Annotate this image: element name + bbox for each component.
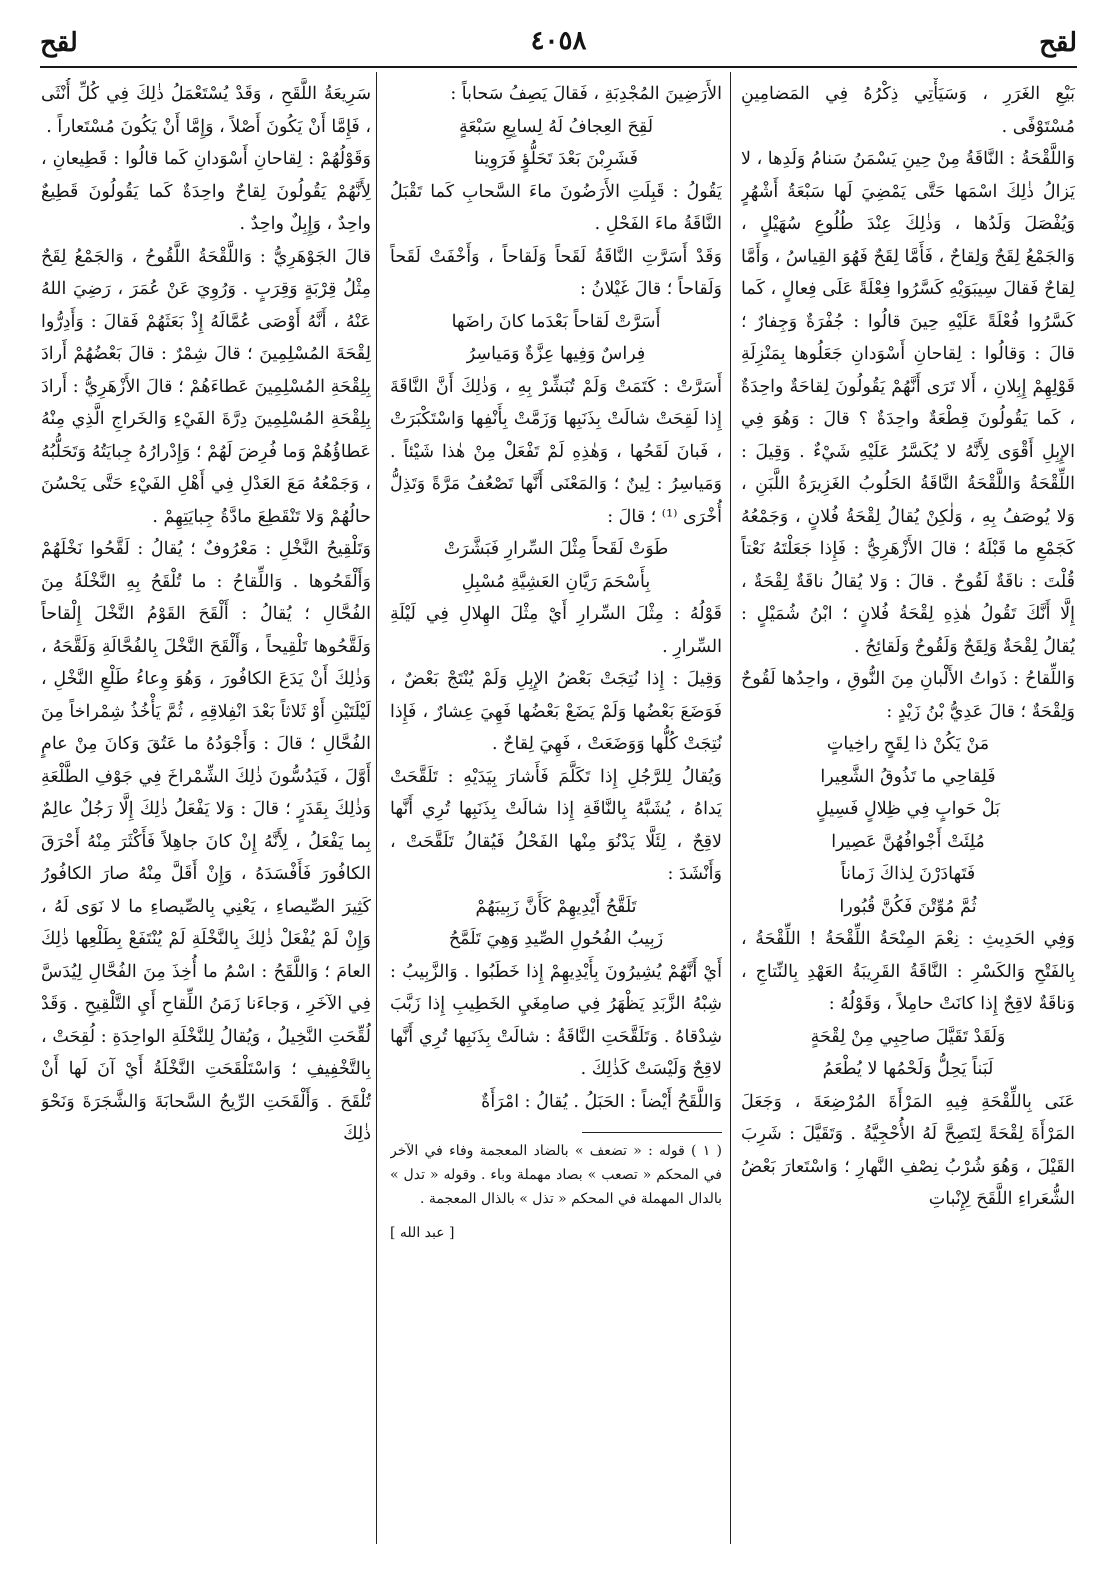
footnote-signature: [ عبد الله ] bbox=[390, 1225, 455, 1241]
paragraph: أَيْ أَنَّهُمْ يُشِيرُونَ بِأَيْدِيهِمْ إِذا خَطَبُوا . وَالزَّبِيبُ : شِبْهُ الزَّبَدِ يَظْهَرُ فِي صامِغَيِ الخَطِيبِ إِذا زَبَّبَ شِدْقاهُ . وَتَلَقَّحَتِ النَّاقَةُ : شالَتْ بِذَنَبِها تُرِي أَنَّها لاقِحٌ وَلَيْسَتْ كَذٰلِكَ . bbox=[390, 961, 722, 1079]
paragraph: يَقُولُ : قَبِلَتِ الأَرَضُونَ ماءَ السَّحابِ كَما تَقْبَلُ النَّاقَةُ ماءَ الفَحْلِ . bbox=[390, 181, 722, 234]
paragraph: الأَرَضِينَ المُجْدِبَةِ ، فَقالَ يَصِفُ سَحاباً : bbox=[450, 84, 722, 104]
column-divider bbox=[730, 72, 731, 1544]
verse-line: لَبَناً يَحِلُّ وَلَحْمُها لا يُطْعَمُ bbox=[822, 1059, 994, 1079]
text-column-left bbox=[41, 78, 371, 1548]
verse-line: بِأَسْحَمَ رَيَّانِ العَشِيَّةِ مُسْبِلِ bbox=[461, 571, 651, 592]
paragraph: وَقَدْ أَسَرَّتِ النَّاقَةُ لَقَحاً وَلَقاحاً ، وَأَخْفَتْ لَقَحاً وَلَقاحاً ؛ قالَ غَيْلانُ : bbox=[390, 246, 722, 299]
paragraph: وَاللَّقَحُ أَيْضاً : الحَبَلُ . يُقالُ : امْرَأَةٌ bbox=[481, 1091, 722, 1112]
paragraph: قالَ الجَوْهَرِيُّ : وَاللَّقْحَةُ اللَّقُوحُ ، وَالجَمْعُ لِقَحٌ مِثْلُ قِرْبَةٍ وَقِرَبٍ . وَرُوِيَ عَنْ عُمَرَ ، رَضِيَ اللهُ عَنْهُ ، أَنَّهُ أَوْصَى عُمَّالَهُ إِذْ بَعَثَهُمْ فَقالَ : وَأَدِرُّوا لِقْحَةَ المُسْلِمِينَ ؛ قالَ شِمْرٌ : قالَ بَعْضُهُمْ أَرادَ بِلِقْحَةِ المُسْلِمِينَ عَطاءَهُمْ ؛ قالَ الأَزْهَرِيُّ : أَرادَ بِلِقْحَةِ المُسْلِمِينَ دِرَّةَ الفَيْءِ وَالخَراجِ الَّذِي مِنْهُ عَطاؤُهُمْ وَما فُرِضَ لَهُمْ ؛ وَإِدْرارُهُ جِبايَتُهُ وَتَحَلُّبُهُ ، وَجَمْعُهُ مَعَ العَدْلِ فِي أَهْلِ الفَيْءِ حَتَّى يَحْسُنَ حالُهُمْ وَلا تَنْقَطِعَ مادَّةُ جِبايَتِهِمْ . bbox=[41, 246, 371, 527]
verse-line: فَشَرِبْنَ بَعْدَ تَحَلُّؤٍ فَرَوِينا bbox=[474, 149, 638, 169]
paragraph: بَيْعِ الغَرَرِ ، وَسَيَأْتِي ذِكْرُهُ فِي المَضامِينِ مُسْتَوْفًى . bbox=[741, 84, 1075, 137]
paragraph: سَرِيعَةُ اللَّقَحِ ، وَقَدْ يُسْتَعْمَلُ ذٰلِكَ فِي كُلِّ أُنْثَى ، فَإِمَّا أَنْ يَكُونَ أَصْلاً ، وَإِمَّا أَنْ يَكُونَ مُسْتَعاراً . bbox=[41, 84, 371, 137]
paragraph: أَسَرَّتْ : كَتَمَتْ وَلَمْ تُبَشِّرْ بِهِ ، وَذٰلِكَ أَنَّ النَّاقَةَ إِذا لَقِحَتْ شالَتْ بِذَنَبِها وَزَمَّتْ بِأَنْفِها وَاسْتَكْبَرَتْ ، فَبانَ لَقَحُها ، وَهٰذِهِ لَمْ تَفْعَلْ مِنْ هٰذا شَيْئاً . وَمَياسِرُ : لِينٌ ؛ وَالمَعْنَى أَنَّها تَصْعُفُ مَرَّةً وَتَذِلُّ أُخْرَى ⁽¹⁾ ؛ قالَ : bbox=[390, 376, 722, 527]
verse-line: مُلِئَتْ أَجْوافُهُنَّ عَصِيرا bbox=[831, 831, 985, 852]
verse-line: فَلِقاحِي ما تَذُوقُ الشَّعِيرا bbox=[820, 766, 996, 787]
headword-left: لقح bbox=[40, 28, 78, 58]
paragraph: وَيُقالُ لِلرَّجُلِ إِذا تَكَلَّمَ فَأَشارَ بِيَدَيْهِ : تَلَقَّحَتْ يَداهُ ، يُشَبَّهُ بِالنَّاقَةِ إِذا شالَتْ بِذَنَبِها تُرِي أَنَّها لاقِحٌ ، لِئَلَّا يَدْنُوَ مِنْها الفَحْلُ فَيُقالُ تَلَقَّحَتْ ، وَأَنْشَدَ : bbox=[390, 766, 722, 884]
paragraph: قَوْلُهُ : مِثْلَ السِّرارِ أَيْ مِثْلَ الهِلالِ فِي لَيْلَةِ السِّرارِ . bbox=[390, 604, 722, 657]
verse-line: فَتَهادَرْنَ لِذاكَ زَماناً bbox=[840, 864, 976, 884]
verse-line: تَلَقَّحُ أَيْدِيهِمْ كَأَنَّ زَبِيبَهُمْ bbox=[475, 896, 637, 917]
text-column-right bbox=[741, 78, 1075, 1548]
paragraph: وَقَوْلُهُمْ : لِقاحانِ أَسْوَدانِ كَما قالُوا : قَطِيعانِ ، لِأَنَّهُمْ يَقُولُونَ لِقاحٌ واحِدَةٌ كَما يَقُولُونَ قَطِيعٌ واحِدٌ ، وَإِبِلٌ واحِدٌ . bbox=[41, 149, 371, 234]
paragraph: وَقِيلَ : إِذا نُتِجَتْ بَعْضُ الإِبِلِ وَلَمْ يُنْتَجْ بَعْضٌ ، فَوَضَعَ بَعْضُها وَلَمْ يَضَعْ بَعْضُها فَهِيَ عِشارٌ ، فَإِذا نُتِجَتْ كُلُّها وَوَضَعَتْ ، فَهِيَ لِقاحٌ . bbox=[390, 669, 722, 754]
paragraph: وَاللِّقاحُ : ذَواتُ الأَلْبانِ مِنَ النُّوقِ ، واحِدُها لَقُوحٌ وَلِقْحَةٌ ؛ قالَ عَدِيُّ بْنُ زَيْدٍ : bbox=[741, 669, 1075, 722]
paragraph: وَاللَّقْحَةُ : النَّاقَةُ مِنْ حِينِ يَسْمَنُ سَنامُ وَلَدِها ، لا يَزالُ ذٰلِكَ اسْمَها حَتَّى يَمْضِيَ لَها سَبْعَةُ أَشْهُرٍ وَيُفْصَلَ وَلَدُها ، وَذٰلِكَ عِنْدَ طُلُوعِ سُهَيْلٍ ، وَالجَمْعُ لِقَحٌ وَلِقاحٌ ، فَأَمَّا لِقَحٌ فَهُوَ القِياسُ ، وَأَمَّا لِقاحٌ فَقالَ سِيبَوَيْهِ كَسَّرُوا فِعْلَةً عَلَى فِعالٍ ، كَما كَسَّرُوا فُعْلَةً عَلَيْهِ حِينَ قالُوا : جُفْرَةٌ وَجِفارٌ ؛ قالَ : وَقالُوا : لِقاحانِ أَسْوَدانِ جَعَلُوها بِمَنْزِلَةِ قَوْلِهِمْ إِبِلانِ ، أَلا تَرَى أَنَّهُمْ يَقُولُونَ لِقاحَةٌ واحِدَةٌ ، كَما يَقُولُونَ قِطْعَةٌ واحِدَةٌ ؟ قالَ : وَهُوَ فِي الإِبِلِ أَقْوَى لِأَنَّهُ لا يُكَسَّرُ عَلَيْهِ شَيْءٌ . وَقِيلَ : اللِّقْحَةُ وَاللَّقْحَةُ النَّاقَةُ الحَلُوبُ الغَزِيرَةُ اللَّبَنِ ، وَلا يُوصَفُ بِهِ ، وَلٰكِنْ يُقالُ لِقْحَةُ فُلانٍ ، وَجَمْعُهُ كَجَمْعِ ما قَبْلَهُ ؛ قالَ الأَزْهَرِيُّ : فَإِذا جَعَلْتَهُ نَعْتاً قُلْتَ : ناقَةٌ لَقُوحٌ . قالَ : وَلا يُقالُ ناقَةٌ لِقْحَةٌ ، إِلَّا أَنَّكَ تَقُولُ هٰذِهِ لِقْحَةُ فُلانٍ ؛ ابْنُ شُمَيْلٍ : يُقالُ لِقْحَةٌ وَلِقَحٌ وَلَقُوحٌ وَلَقائِحُ . bbox=[741, 149, 1075, 657]
verse-line: مَنْ يَكُنْ ذا لِقَحٍ راخِياتٍ bbox=[826, 734, 990, 754]
verse-line: أَسَرَّتْ لَقاحاً بَعْدَما كانَ راضَها bbox=[451, 311, 661, 332]
column-divider bbox=[376, 72, 377, 1544]
verse-line: فِراسٌ وَفِيها عِزَّةٌ وَمَياسِرُ bbox=[466, 344, 646, 364]
text-column-middle bbox=[390, 78, 722, 1548]
headword-right: لقح bbox=[1039, 28, 1077, 58]
paragraph: وَفِي الحَدِيثِ : نِعْمَ المِنْحَةُ اللِّقْحَةُ ! اللِّقْحَةُ ، بِالفَتْحِ وَالكَسْرِ : النَّاقَةُ القَرِيبَةُ العَهْدِ بِالنِّتاجِ ، وَناقَةٌ لاقِحٌ إِذا كانَتْ حامِلاً ، وَقَوْلُهُ : bbox=[741, 929, 1075, 1014]
verse-line: لَقِحَ العِجافُ لَهُ لِسابِعِ سَبْعَةٍ bbox=[458, 116, 654, 137]
verse-line: وَلَقَدْ تَقَيَّلَ صاحِبِي مِنْ لِقْحَةٍ bbox=[810, 1026, 1006, 1047]
page-number: ٤٠٥٨ bbox=[530, 26, 587, 56]
verse-line: طَوَتْ لَقَحاً مِثْلَ السِّرارِ فَبَشَّرَتْ bbox=[443, 539, 669, 559]
verse-line: زَبِيبُ الفُحُولِ الصِّيدِ وَهِيَ تَلَمَّحُ bbox=[448, 929, 664, 949]
header-rule bbox=[40, 66, 1077, 68]
verse-line: ثُمَّ مُوِّتْنَ فَكُنَّ قُبُورا bbox=[839, 896, 977, 917]
page-header bbox=[40, 22, 1077, 72]
paragraph: عَنَى بِاللِّقْحَةِ فِيهِ المَرْأَةَ المُرْضِعَةَ ، وَجَعَلَ المَرْأَةَ لِقْحَةً لِتَصِحَّ لَهُ الأُحْجِيَّةُ . وَتَقَيَّلَ : شَرِبَ القَيْلَ ، وَهُوَ شُرْبُ نِصْفِ النَّهارِ ؛ وَاسْتَعارَ بَعْضُ الشُّعَراءِ اللَّقَحَ لِإِنْباتِ bbox=[741, 1091, 1075, 1209]
footnote: ( ١ ) قوله : « تضعف » بالضاد المعجمة وفاء في الآخر في المحكم « تصعب » بصاد مهملة وباء . وقوله « تدل » بالدال المهملة في المحكم « تذل » بالذال المعجمة . bbox=[390, 1143, 722, 1207]
paragraph: وَتَلْقِيحُ النَّخْلِ : مَعْرُوفٌ ؛ يُقالُ : لَقَّحُوا نَخْلَهُمْ وَأَلْقَحُوها . وَاللِّقاحُ : ما تُلْقَحُ بِهِ النَّخْلَةُ مِنَ الفُحَّالِ ؛ يُقالُ : أَلْقَحَ القَوْمُ النَّخْلَ إِلْقاحاً وَلَقَّحُوها تَلْقِيحاً ، وَأَلْقَحَ النَّخْلَ بِالفُحَّالَةِ وَلَقَّحَهُ ، وَذٰلِكَ أَنْ يَدَعَ الكافُورَ ، وَهُوَ وِعاءُ طَلْعِ النَّخْلِ ، لَيْلَتَيْنِ أَوْ ثَلاثاً بَعْدَ انْفِلاقِهِ ، ثُمَّ يَأْخُذُ شِمْراخاً مِنَ الفُحَّالِ ؛ قالَ : وَأَجْوَدُهُ ما عَتُقَ وَكانَ مِنْ عامٍ أَوَّلَ ، فَيَدُسُّونَ ذٰلِكَ الشِّمْراخَ فِي جَوْفِ الطَّلْعَةِ وَذٰلِكَ بِقَدَرٍ ؛ قالَ : وَلا يَفْعَلُ ذٰلِكَ إِلَّا رَجُلٌ عالِمٌ بِما يَفْعَلُ ، لِأَنَّهُ إِنْ كانَ جاهِلاً فَأَكْثَرَ مِنْهُ أَحْرَقَ الكافُورَ فَأَفْسَدَهُ ، وَإِنْ أَقَلَّ مِنْهُ صارَ الكافُورُ كَثِيرَ الصِّيصاءِ ، يَعْنِي بِالصِّيصاءِ ما لا نَوَى لَهُ ، وَإِنْ لَمْ يُفْعَلْ ذٰلِكَ بِالنَّخْلَةِ لَمْ يُنْتَفَعْ بِطَلْعِها ذٰلِكَ العامَ ؛ وَاللَّقَحُ : اسْمُ ما أُخِذَ مِنَ الفُحَّالِ لِيُدَسَّ فِي الآخَرِ ، وَجاءَنا زَمَنُ اللِّقاحِ أَيِ التَّلْقِيحِ . وَقَدْ لُقِّحَتِ النَّخِيلُ ، وَيُقالُ لِلنَّخْلَةِ الواحِدَةِ : لُقِحَتْ ، بِالتَّخْفِيفِ ؛ وَاسْتَلْقَحَتِ النَّخْلَةُ أَيْ آنَ لَها أَنْ تُلْقَحَ . وَأَلْقَحَتِ الرِّيحُ السَّحابَةَ وَالشَّجَرَةَ وَنَحْوَ ذٰلِكَ bbox=[41, 539, 371, 1144]
footnote-rule bbox=[582, 1132, 722, 1133]
verse-line: بَلْ حَوابٍ فِي ظِلالٍ فَسِيلٍ bbox=[815, 799, 1001, 819]
